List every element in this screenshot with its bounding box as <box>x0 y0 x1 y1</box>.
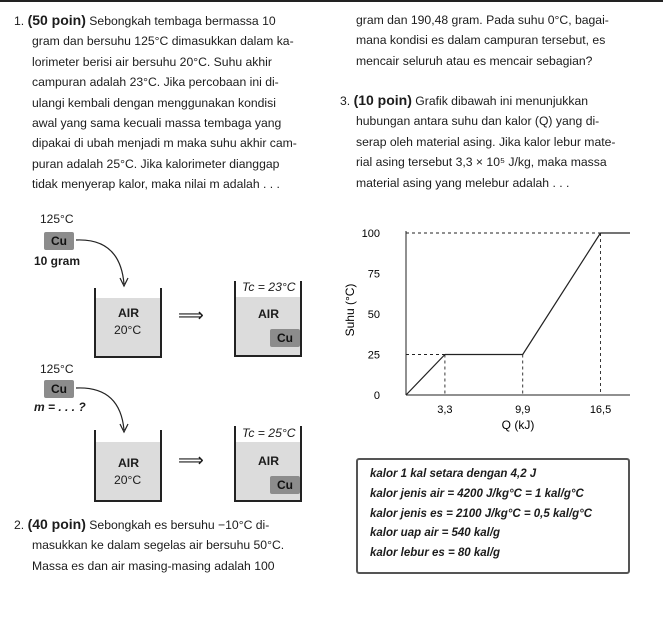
chart-series <box>406 233 630 395</box>
q2-line-2: Massa es dan air masing-masing adalah 100 <box>32 558 275 573</box>
q3-line-0: Grafik dibawah ini menunjukkan <box>415 94 589 108</box>
q1-line-5: awal yang sama kecuali massa tembaga yang <box>32 116 282 131</box>
d2-result-water: AIR <box>258 454 279 468</box>
q1-line-8: tidak menyerap kalor, maka nilai m adalah . . . <box>32 177 280 192</box>
top-rule <box>0 0 663 2</box>
question-2-continuation <box>356 10 656 71</box>
d2-implies-arrow: ⟹ <box>178 450 204 470</box>
d1-final-temp: Tc = 23°C <box>242 280 296 294</box>
info-line-3: kalor uap air = 540 kal/g <box>370 527 501 540</box>
q2-number: 2. <box>14 518 25 532</box>
d2-beaker-final <box>234 426 302 502</box>
d1-cu-block: Cu <box>44 232 74 250</box>
chart-reference-lines <box>406 233 601 395</box>
d2-result-cu: Cu <box>270 476 300 494</box>
d2-water-temp: 20°C <box>114 473 142 487</box>
y-tick-label-4: 100 <box>361 228 380 240</box>
d2-drop-arrow <box>70 376 140 436</box>
d1-implies-arrow: ⟹ <box>178 305 204 325</box>
d1-cu-temp: 125°C <box>40 212 74 226</box>
y-tick-label-0: 0 <box>373 390 380 402</box>
d2-cu-mass: m = . . . ? <box>34 400 86 414</box>
x-tick-label-1: 9,9 <box>515 404 531 416</box>
q1-number: 1. <box>14 14 25 28</box>
series-segment-0 <box>406 355 445 396</box>
q3-line-1: hubungan antara suhu dan kalor (Q) yang di- <box>356 114 600 129</box>
d1-result-cu: Cu <box>270 329 300 347</box>
question-1 <box>14 10 314 195</box>
q2-points: (40 poin) <box>27 516 86 532</box>
q1-line-3: campuran adalah 23°C. Jika percobaan ini di- <box>32 75 279 90</box>
info-line-1: kalor jenis air = 4200 J/kg°C = 1 kal/g°C <box>370 487 584 500</box>
d1-beaker-final <box>234 281 302 357</box>
q1c-line-2: mencair seluruh atau es mencair sebagian? <box>356 53 593 68</box>
d1-water-label: AIR <box>118 306 139 320</box>
d1-cu-mass: 10 gram <box>34 254 81 268</box>
d1-water-temp: 20°C <box>114 323 142 337</box>
d1-result-water: AIR <box>258 307 279 321</box>
x-tick-label-2: 16,5 <box>589 404 612 416</box>
y-tick-label-1: 25 <box>367 349 380 362</box>
q1-line-2: lorimeter berisi air bersuhu 20°C. Suhu akhir <box>32 54 272 69</box>
d2-beaker-initial <box>94 430 162 502</box>
chart-tick-labels <box>362 228 612 416</box>
info-line-4: kalor lebur es = 80 kal/g <box>370 547 501 560</box>
q1c-line-0: gram dan 190,48 gram. Pada suhu 0°C, bagai- <box>356 13 609 27</box>
d2-cu-block: Cu <box>44 380 74 398</box>
chart-axes <box>406 231 630 395</box>
d1-beaker-initial <box>94 288 162 358</box>
q1-line-7: puran adalah 25°C. Jika kalorimeter dianggap <box>32 156 280 171</box>
q1-line-6: dipakai di ubah menjadi m maka suhu akhir cam- <box>32 136 297 151</box>
q3-line-4: material asing yang melebur adalah . . . <box>356 175 570 190</box>
q2-line-0: Sebongkah es bersuhu −10°C di- <box>89 518 270 532</box>
info-line-0: kalor 1 kal setara dengan 4,2 J <box>370 468 537 480</box>
chart-ylabel: Suhu (°C) <box>343 283 357 337</box>
d2-cu-temp: 125°C <box>40 362 74 376</box>
temperature-heat-chart <box>340 215 650 440</box>
y-tick-label-3: 75 <box>367 268 380 281</box>
q1-points: (50 poin) <box>27 12 86 28</box>
q3-number: 3. <box>340 94 351 108</box>
q2-line-1: masukkan ke dalam segelas air bersuhu 50°C. <box>32 538 285 553</box>
q1-line-4: ulangi kembali dengan menggunakan kondisi <box>32 95 276 110</box>
q1-line-0: Sebongkah tembaga bermassa 10 <box>89 14 276 28</box>
x-tick-label-0: 3,3 <box>437 404 453 416</box>
d2-water <box>96 442 160 500</box>
d1-drop-arrow <box>70 228 140 290</box>
q3-points: (10 poin) <box>353 92 412 108</box>
y-tick-label-2: 50 <box>367 309 380 321</box>
series-segment-2 <box>523 233 601 355</box>
question-2 <box>14 514 314 576</box>
question-3 <box>340 90 650 193</box>
info-line-2: kalor jenis es = 2100 J/kg°C = 0,5 kal/g°C <box>370 507 593 520</box>
constants-box <box>356 458 630 574</box>
q3-line-3: rial asing tersebut 3,3 × 10⁵ J/kg, maka massa <box>356 155 607 170</box>
d2-water-label: AIR <box>118 456 139 470</box>
d2-final-temp: Tc = 25°C <box>242 426 296 440</box>
q1c-line-1: mana kondisi es dalam campuran tersebut, es <box>356 33 606 48</box>
q3-line-2: serap oleh material asing. Jika kalor lebur mate- <box>356 134 616 149</box>
chart-xlabel: Q (kJ) <box>501 418 535 432</box>
q1-line-1: gram dan bersuhu 125°C dimasukkan dalam ka- <box>32 34 294 49</box>
